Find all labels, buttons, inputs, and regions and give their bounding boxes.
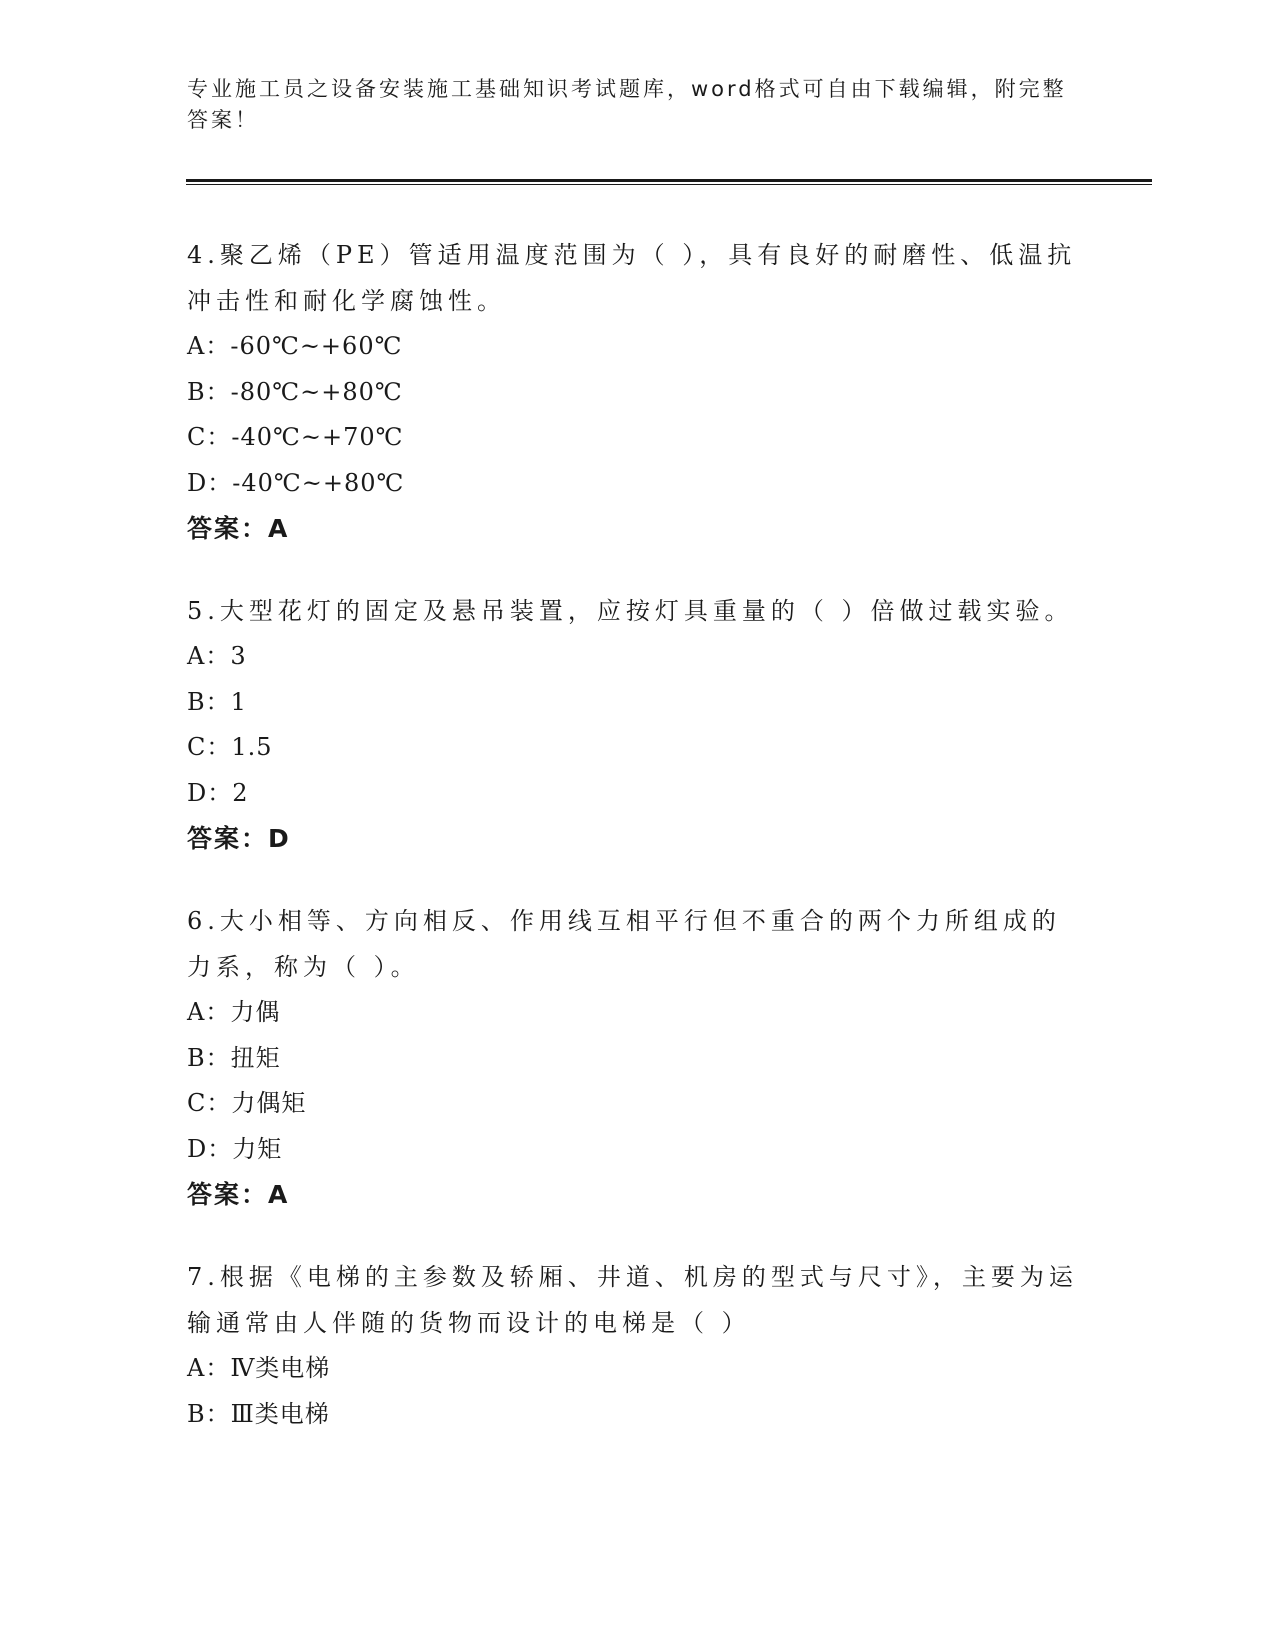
question-6: [187, 898, 1087, 1218]
option-c: C：力偶矩: [187, 1089, 307, 1117]
question-stem: 7.根据《电梯的主参数及轿厢、井道、机房的型式与尺寸》，主要为运输通常由人伴随的货物而设计的电梯是（ ）: [187, 1263, 1078, 1337]
header-divider-thin: [186, 184, 1152, 185]
answer-line: [187, 1172, 1087, 1218]
option-b: B：-80℃~+80℃: [187, 377, 403, 406]
option-b: B：1: [187, 687, 247, 716]
question-4: [187, 232, 1087, 552]
option-d: D：-40℃~+80℃: [187, 468, 405, 497]
option-c: C：1.5: [187, 733, 273, 761]
option-c: C：-40℃~+70℃: [187, 423, 404, 451]
option-d: D：力矩: [187, 1134, 283, 1163]
header-text: 专业施工员之设备安装施工基础知识考试题库，word格式可自由下载编辑，附完整答案！: [187, 77, 1067, 132]
option-a: A：3: [187, 642, 247, 670]
answer-value: A: [268, 514, 290, 543]
answer-line: [187, 816, 1087, 862]
question-stem: 6.大小相等、方向相反、作用线互相平行但不重合的两个力所组成的力系，称为（ ）。: [187, 907, 1061, 981]
option-b: B：Ⅲ类电梯: [187, 1399, 330, 1428]
option-d: D：2: [187, 778, 249, 807]
question-list: [187, 232, 1087, 1473]
option-b: B：扭矩: [187, 1043, 281, 1072]
document-header: [187, 74, 1067, 136]
question-7: [187, 1254, 1087, 1437]
answer-line: [187, 506, 1087, 552]
option-a: A：力偶: [187, 998, 281, 1026]
option-a: A：Ⅳ类电梯: [187, 1354, 331, 1382]
answer-label: 答案：: [187, 514, 269, 543]
answer-value: A: [268, 1180, 290, 1209]
answer-value: D: [268, 824, 291, 853]
option-a: A：-60℃~+60℃: [187, 332, 403, 360]
question-stem: 5.大型花灯的固定及悬吊装置，应按灯具重量的（ ）倍做过载实验。: [187, 597, 1074, 625]
question-stem: 4.聚乙烯（PE）管适用温度范围为（ ），具有良好的耐磨性、低温抗冲击性和耐化学腐蚀性。: [187, 241, 1077, 315]
answer-label: 答案：: [187, 824, 269, 853]
answer-label: 答案：: [187, 1180, 269, 1209]
header-divider-thick: [186, 179, 1152, 182]
question-5: [187, 588, 1087, 862]
